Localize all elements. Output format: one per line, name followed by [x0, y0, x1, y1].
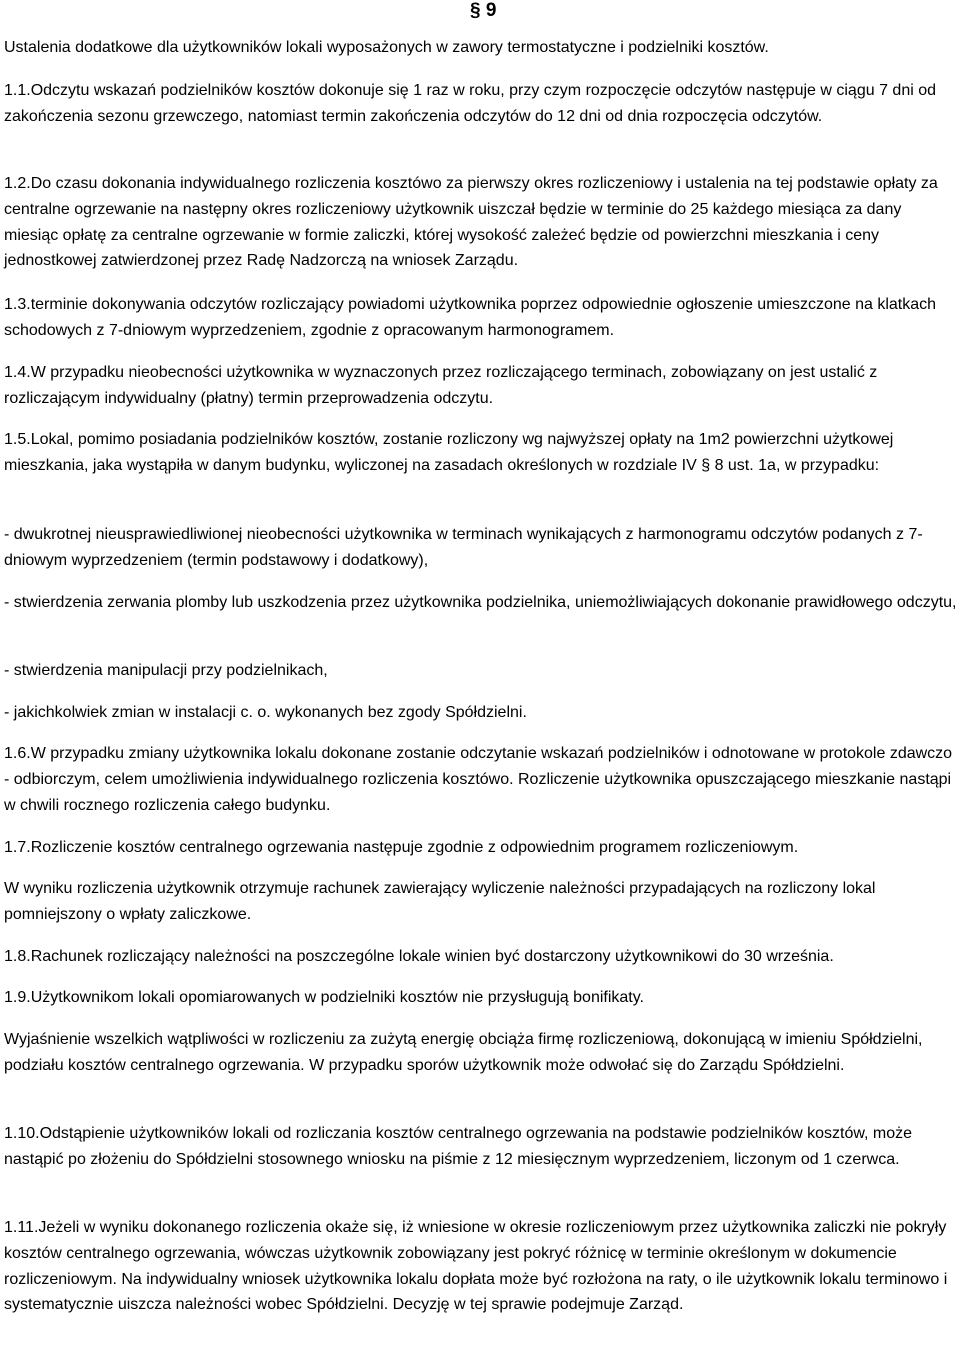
paragraph-1-5: 1.5.Lokal, pomimo posiadania podzielników kosztów, zostanie rozliczony wg najwyższej opłaty na 1m2 powierzchni użytkowej mieszkania, jaka wystąpiła w danym budynku, wyliczonej na zasadach określonych w rozdziale IV § 8 ust. 1a, w przypadku: — [4, 431, 894, 474]
list-item: - jakichkolwiek zmian w instalacji c. o. wykonanych bez zgody Spółdzielni. — [4, 704, 527, 721]
paragraph-explanation: Wyjaśnienie wszelkich wątpliwości w rozliczeniu za zużytą energię obciąża firmę rozliczeniową, dokonującą w imieniu Spółdzielni, podziału kosztów centralnego ogrzewania. W przypadku sporów użytkownik może odwołać się do Zarządu Spółdzielni. — [4, 1031, 923, 1074]
paragraph-1-7: 1.7.Rozliczenie kosztów centralnego ogrzewania następuje zgodnie z odpowiednim programem rozliczeniowym. — [4, 839, 799, 856]
list-item: - dwukrotnej nieusprawiedliwionej nieobecności użytkownika w terminach wynikających z harmonogramu odczytów podanych z 7-dniowym wyprzedzeniem (termin podstawowy i dodatkowy), — [4, 526, 923, 569]
list-item: - stwierdzenia manipulacji przy podzielnikach, — [4, 662, 328, 679]
paragraph-settlement: W wyniku rozliczenia użytkownik otrzymuje rachunek zawierający wyliczenie należności przypadających na rozliczony lokal pomniejszony o wpłaty zaliczkowe. — [4, 880, 876, 923]
paragraph-1-9: 1.9.Użytkownikom lokali opomiarowanych w podzielniki kosztów nie przysługują bonifikaty. — [4, 989, 644, 1006]
paragraph-1-11: 1.11.Jeżeli w wyniku dokonanego rozliczenia okaże się, iż wniesione w okresie rozliczeniowym przez użytkownika zaliczki nie pokryły kosztów centralnego ogrzewania, wówczas użytkownik zobowiązany jest pokryć różnicę w terminie określonym w dokumencie rozliczeniowym. Na indywidualny wniosek użytkownika lokalu dopłata może być rozłożona na raty, o ile użytkownik lokalu terminowo i systematycznie uiszcza należności wobec Spółdzielni. Decyzję w tej sprawie podejmuje Zarząd. — [4, 1219, 948, 1314]
list-item: - stwierdzenia zerwania plomby lub uszkodzenia przez użytkownika podzielnika, uniemożliwiających dokonanie prawidłowego odczytu, — [4, 594, 957, 611]
paragraph-1-6: 1.6.W przypadku zmiany użytkownika lokalu dokonane zostanie odczytanie wskazań podzielników i odnotowane w protokole zdawczo - odbiorczym, celem umożliwienia indywidualnego rozliczenia kosztówo. Rozliczenie użytkownika opuszczającego mieszkanie nastąpi w chwili rocznego rozliczenia całego budynku. — [4, 745, 953, 814]
paragraph-1-1: 1.1.Odczytu wskazań podzielników kosztów dokonuje się 1 raz w roku, przy czym rozpoczęcie odczytów następuje w ciągu 7 dni od zakończenia sezonu grzewczego, natomiast termin zakończenia odczytów do 12 dni od dnia rozpoczęcia odczytów. — [4, 82, 937, 125]
section-title: Ustalenia dodatkowe dla użytkowników lokali wyposażonych w zawory termostatyczne i podzielniki kosztów. — [4, 39, 769, 56]
paragraph-1-4: 1.4.W przypadku nieobecności użytkownika w wyznaczonych przez rozliczającego terminach, zobowiązany on jest ustalić z rozliczającym indywidualny (płatny) termin przeprowadzenia odczytu. — [4, 364, 878, 407]
paragraph-1-2: 1.2.Do czasu dokonania indywidualnego rozliczenia kosztówo za pierwszy okres rozliczeniowy i ustalenia na tej podstawie opłaty za centralne ogrzewanie na następny okres rozliczeniowy użytkownik uiszczał będzie w terminie do 25 każdego miesiąca za dany miesiąc opłatę za centralne ogrzewanie w formie zaliczki, której wysokość zależeć będzie od powierzchni mieszkania i ceny jednostkowej zatwierdzonej przez Radę Nadzorczą na wniosek Zarządu. — [4, 175, 938, 270]
paragraph-1-10: 1.10.Odstąpienie użytkowników lokali od rozliczania kosztów centralnego ogrzewania na podstawie podzielników kosztów, może nastąpić po złożeniu do Spółdzielni stosownego wniosku na piśmie z 12 miesięcznym wyprzedzeniem, liczonym od 1 czerwca. — [4, 1125, 913, 1168]
paragraph-1-8: 1.8.Rachunek rozliczający należności na poszczególne lokale winien być dostarczony użytkownikowi do 30 września. — [4, 948, 834, 965]
paragraph-1-3: 1.3.terminie dokonywania odczytów rozliczający powiadomi użytkownika poprzez odpowiednie ogłoszenie umieszczone na klatkach schodowych z 7-dniowym wyprzedzeniem, zgodnie z opracowanym harmonogramem. — [4, 296, 937, 339]
section-number: § 9 — [470, 0, 497, 21]
